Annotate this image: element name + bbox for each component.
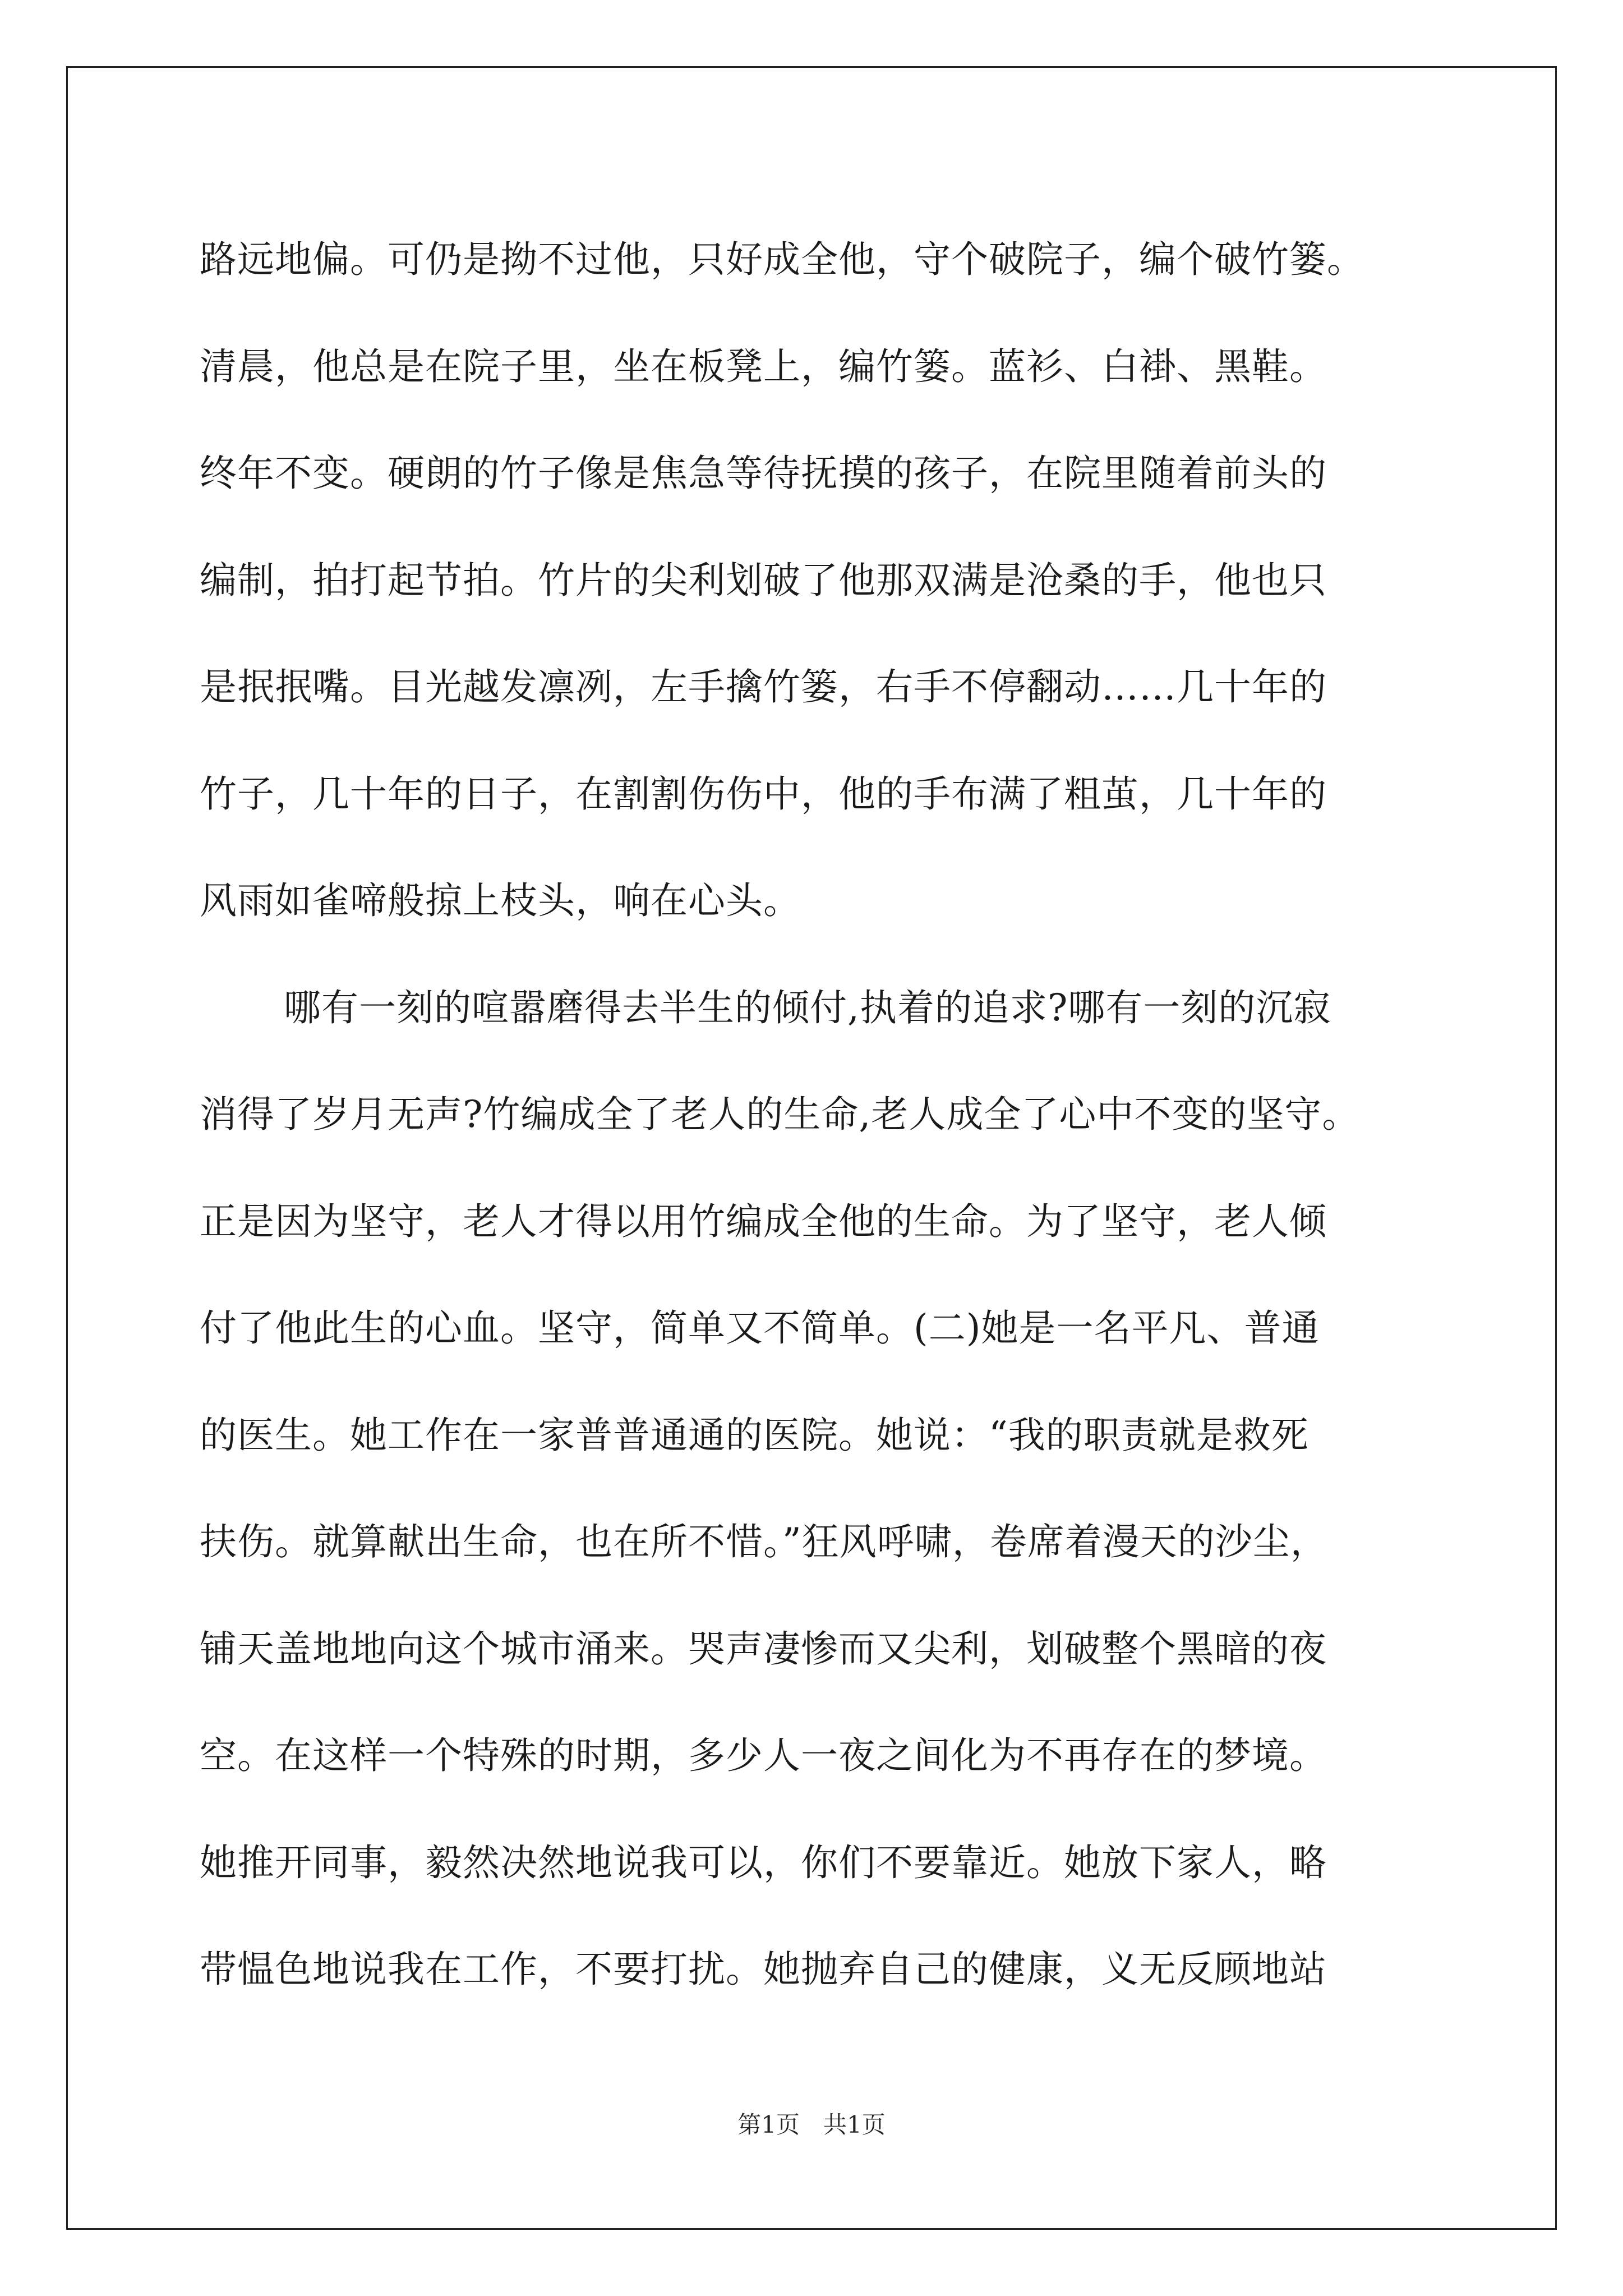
page-number: 第1页 共1页 [737, 2111, 886, 2138]
text-line: 终年不变。硬朗的竹子像是焦急等待抚摸的孩子，在院里随着前头的 [200, 452, 1327, 495]
document-body [200, 206, 1439, 2001]
text-line: 的医生。她工作在一家普普通通的医院。她说：“我的职责就是救死 [200, 1413, 1309, 1457]
text-line: 风雨如雀啼般掠上枝头，响在心头。 [200, 879, 801, 922]
text-line: 付了他此生的心血。坚守，简单又不简单。(二)她是一名平凡、普通 [200, 1306, 1320, 1350]
text-line: 路远地偏。可仍是拗不过他，只好成全他，守个破院子，编个破竹篓。 [200, 238, 1364, 281]
paragraph-start-line: 哪有一刻的喧嚣磨得去半生的倾付,执着的追求?哪有一刻的沉寂 [284, 986, 1331, 1029]
text-line: 编制，拍打起节拍。竹片的尖利划破了他那双满是沧桑的手，他也只 [200, 558, 1327, 602]
text-line: 竹子，几十年的日子，在割割伤伤中，他的手布满了粗茧，几十年的 [200, 772, 1327, 816]
text-line: 扶伤。就算献出生命，也在所不惜。”狂风呼啸，卷席着漫天的沙尘， [200, 1520, 1328, 1563]
text-line: 她推开同事，毅然决然地说我可以，你们不要靠近。她放下家人，略 [200, 1841, 1327, 1884]
text-line: 铺天盖地地向这个城市涌来。哭声凄惨而又尖利，划破整个黑暗的夜 [200, 1627, 1327, 1671]
text-line: 清晨，他总是在院子里，坐在板凳上，编竹篓。蓝衫、白褂、黑鞋。 [200, 344, 1327, 388]
text-line: 带愠色地说我在工作，不要打扰。她抛弃自己的健康，义无反顾地站 [200, 1948, 1327, 1991]
text-line: 是抿抿嘴。目光越发凛冽，左手擒竹篓，右手不停翻动……几十年的 [200, 665, 1327, 708]
page-footer [0, 2110, 1623, 2139]
text-line: 空。在这样一个特殊的时期，多少人一夜之间化为不再存在的梦境。 [200, 1734, 1327, 1777]
text-line: 正是因为坚守，老人才得以用竹编成全他的生命。为了坚守，老人倾 [200, 1199, 1327, 1243]
text-line: 消得了岁月无声?竹编成全了老人的生命,老人成全了心中不变的坚守。 [200, 1093, 1360, 1136]
